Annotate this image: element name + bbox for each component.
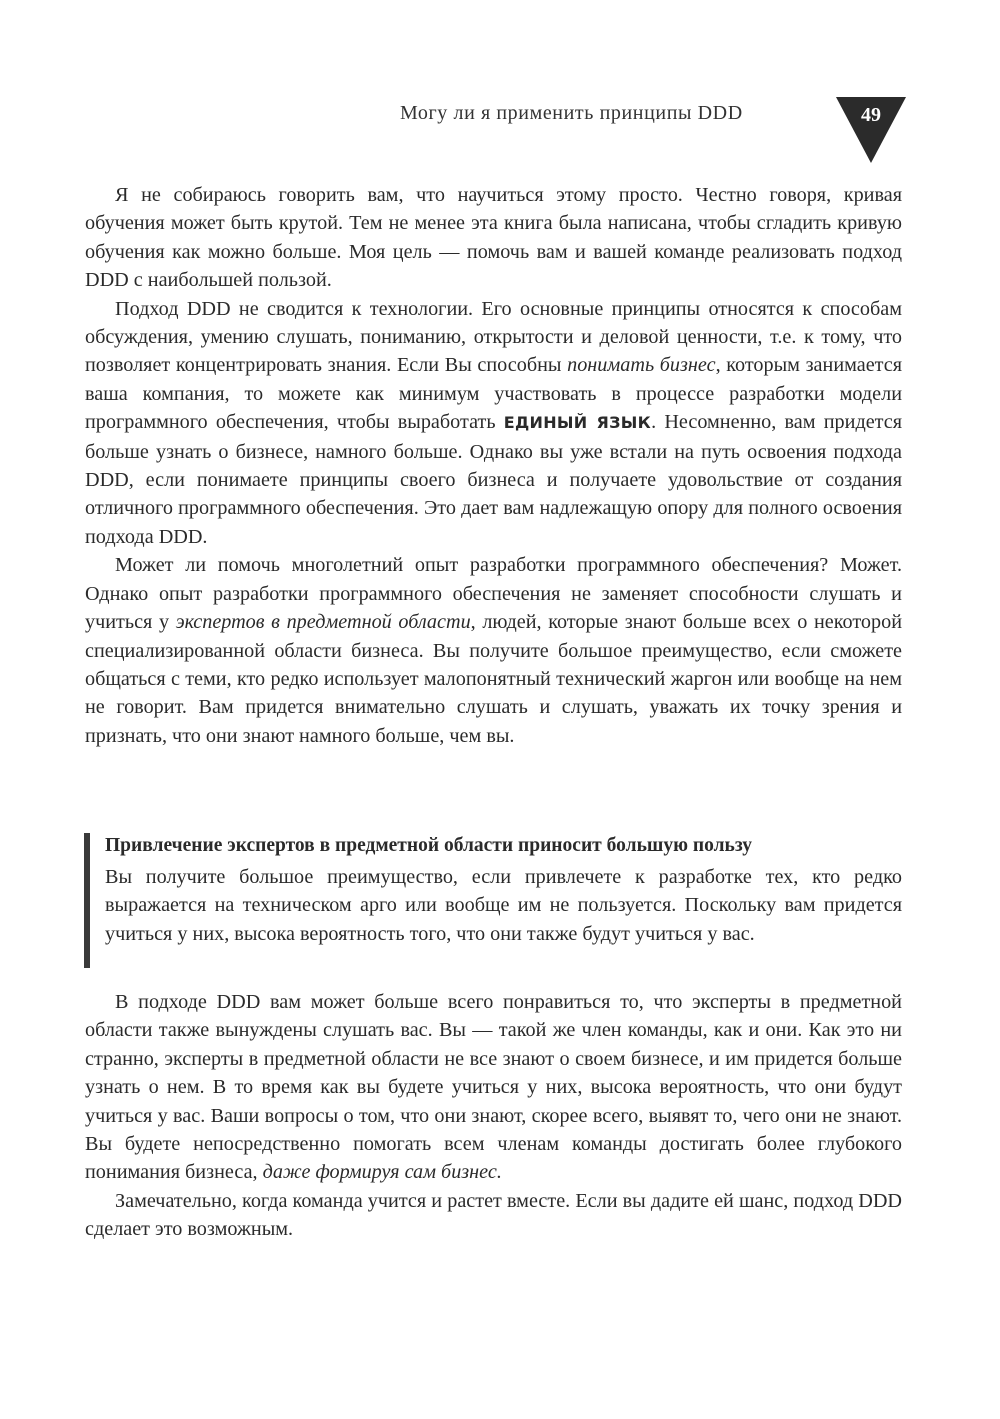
paragraph-text: Замечательно, когда команда учится и растет вместе. Если вы дадите ей шанс, подход DDD сделает это возможным. (85, 1189, 902, 1241)
paragraph-text: , которым занимается ваша компания, то можете как минимум участвовать в процессе разработки модели программного обеспечения, чтобы выработать (85, 354, 902, 434)
sidebar-title: Привлечение экспертов в предметной области приносит большую пользу (105, 835, 753, 856)
paragraph (85, 295, 902, 552)
sidebar-note (84, 833, 902, 968)
paragraph (85, 181, 902, 295)
body-section-2 (85, 988, 902, 1244)
paragraph-text: Я не собираюсь говорить вам, что научиться этому просто. Честно говоря, кривая обучения может быть крутой. Тем не менее эта книга была написана, чтобы сгладить кривую обучения как можно больше. Моя цель — помочь вам и вашей команде реализовать подход DDD с наибольшей пользой. (85, 184, 902, 292)
sidebar-body: Вы получите большое преимущество, если привлечете к разработке тех, кто редко выражается на техническом арго или вообще им не пользуется. Поскольку вам придется учиться у них, высока вероятность того, что они также будут учиться у вас. (105, 866, 902, 945)
emphasis-text: понимать бизнес (567, 354, 716, 377)
paragraph (85, 988, 902, 1187)
paragraph-text: , людей, которые знают больше всех о некоторой специализированной области бизнеса. Вы получите большое преимущество, если сможете общаться с теми, кто редко использует малопонятный технический жаргон или вообще на нем не говорит. Вам придется внимательно слушать и слушать, уважать их точку зрения и признать, что они знают намного больше, чем вы. (85, 611, 902, 747)
emphasis-text: даже формируя сам бизнес. (262, 1161, 502, 1184)
sidebar-rule (84, 833, 90, 968)
paragraph-text: Подход DDD не сводится к технологии. Его основные принципы относятся к способам обсуждения, умению слушать, пониманию, открытости и деловой ценности, т.е. к тому, что позволяет концентрировать знания. Если Вы способны (85, 297, 902, 377)
body-section-1 (85, 181, 902, 750)
paragraph-text: . Несомненно, вам придется больше узнать о бизнесе, намного больше. Однако вы уже встали на путь освоения подхода DDD, если понимаете принципы своего бизнеса и получаете удовольствие от создания отличного программного обеспечения. Это дает вам надлежащую опору для полного освоения подхода DDD. (85, 411, 902, 548)
page-number-marker (836, 97, 906, 163)
paragraph-text: В подходе DDD вам может больше всего понравиться то, что эксперты в предметной области также вынуждены слушать вас. Вы — такой же член команды, как и они. Как это ни странно, эксперты в предметной области не все знают о своем бизнесе, и им придется больше узнать о нем. В то время как вы будете учиться у них, высока вероятность, что они будут учиться у вас. Ваши вопросы о том, что они знают, скорее всего, выявят то, чего они не знают. Вы будете непосредственно помогать всем членам команды достигать более глубокого понимания бизнеса, (85, 991, 902, 1184)
key-term: ЕДИНЫЙ ЯЗЫК (503, 413, 652, 433)
paragraph (85, 551, 902, 750)
running-title: Могу ли я применить принципы DDD (400, 102, 743, 124)
paragraph-text: Может ли помочь многолетний опыт разработки программного обеспечения? Может. Однако опыт разработки программного обеспечения не заменяет способности слушать и учиться у (85, 554, 902, 634)
page-number: 49 (861, 104, 881, 126)
emphasis-text: экспертов в предметной области (175, 611, 471, 634)
paragraph (85, 1187, 902, 1244)
